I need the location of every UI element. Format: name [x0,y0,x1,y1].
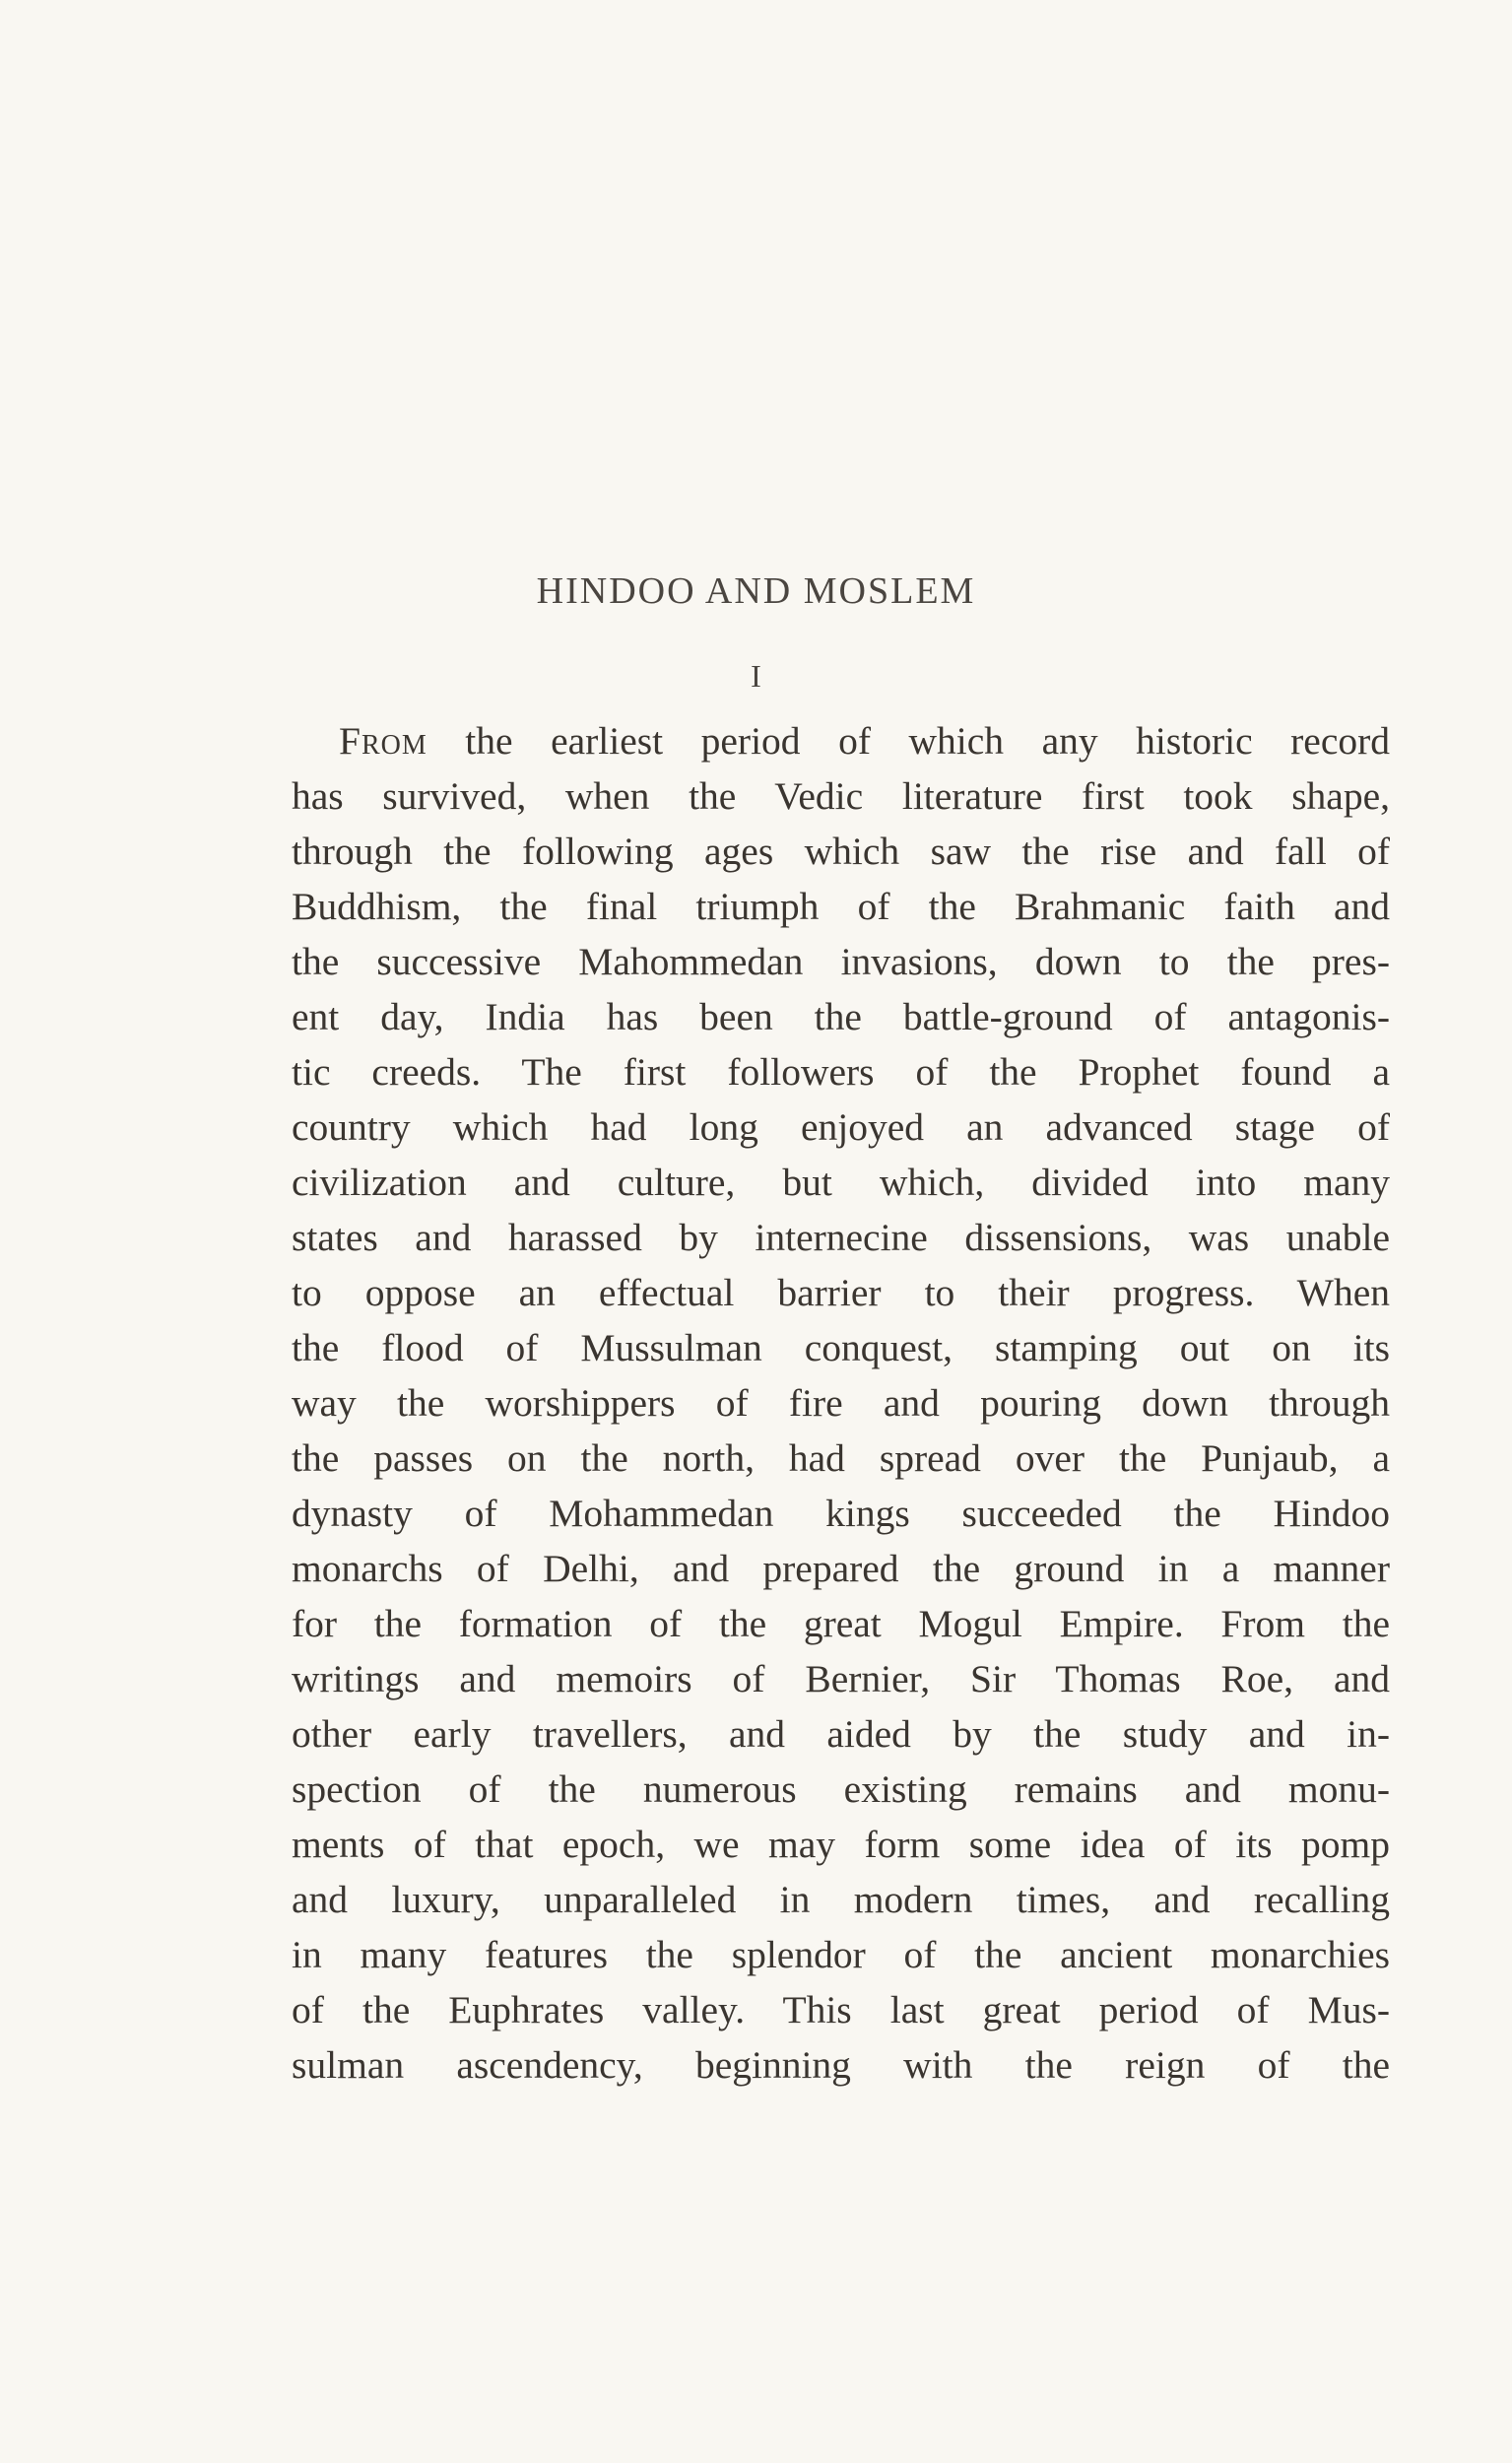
text-line: and luxury, unparalleled in modern times, and recalling [292,1878,1390,1921]
text-line: civilization and culture, but which, divided into many [292,1161,1390,1204]
text-line: country which had long enjoyed an advanced stage of [292,1105,1390,1149]
text-line: monarchs of Delhi, and prepared the ground in a manner [292,1547,1390,1590]
text-line [292,713,1390,768]
text-line: tic creeds. The first followers of the Prophet found a [292,1050,1390,1094]
body-paragraph [292,713,1390,2093]
text-line: ments of that epoch, we may form some idea of its pomp [292,1823,1390,1866]
opening-word: From [339,719,427,763]
text-line: sulman ascendency, beginning with the reign of the [292,2043,1390,2087]
text-line: spection of the numerous existing remains and monu- [292,1767,1390,1811]
text-line: writings and memoirs of Bernier, Sir Thomas Roe, and [292,1657,1390,1700]
chapter-title: HINDOO AND MOSLEM [536,570,976,612]
text-line: the flood of Mussulman conquest, stamping out on its [292,1326,1390,1369]
text-line: way the worshippers of fire and pouring down through [292,1381,1390,1425]
text-line: in many features the splendor of the ancient monarchies [292,1933,1390,1976]
text-line: has survived, when the Vedic literature first took shape, [292,774,1390,818]
text-line: the successive Mahommedan invasions, down to the pres- [292,940,1390,983]
text-line: to oppose an effectual barrier to their progress. When [292,1271,1390,1314]
text-line: dynasty of Mohammedan kings succeeded the Hindoo [292,1492,1390,1535]
text-line: through the following ages which saw the rise and fall of [292,830,1390,873]
text-line: states and harassed by internecine dissensions, was unable [292,1216,1390,1259]
text-line: Buddhism, the final triumph of the Brahmanic faith and [292,885,1390,928]
text-line: for the formation of the great Mogul Empire. From the [292,1602,1390,1645]
text-line-content: the earliest period of which any historic record [465,719,1390,763]
text-line: ent day, India has been the battle-ground of antagonis- [292,995,1390,1038]
text-line: other early travellers, and aided by the study and in- [292,1712,1390,1756]
section-number: I [751,658,761,694]
text-line: the passes on the north, had spread over the Punjaub, a [292,1436,1390,1480]
text-line: of the Euphrates valley. This last great period of Mus- [292,1988,1390,2031]
